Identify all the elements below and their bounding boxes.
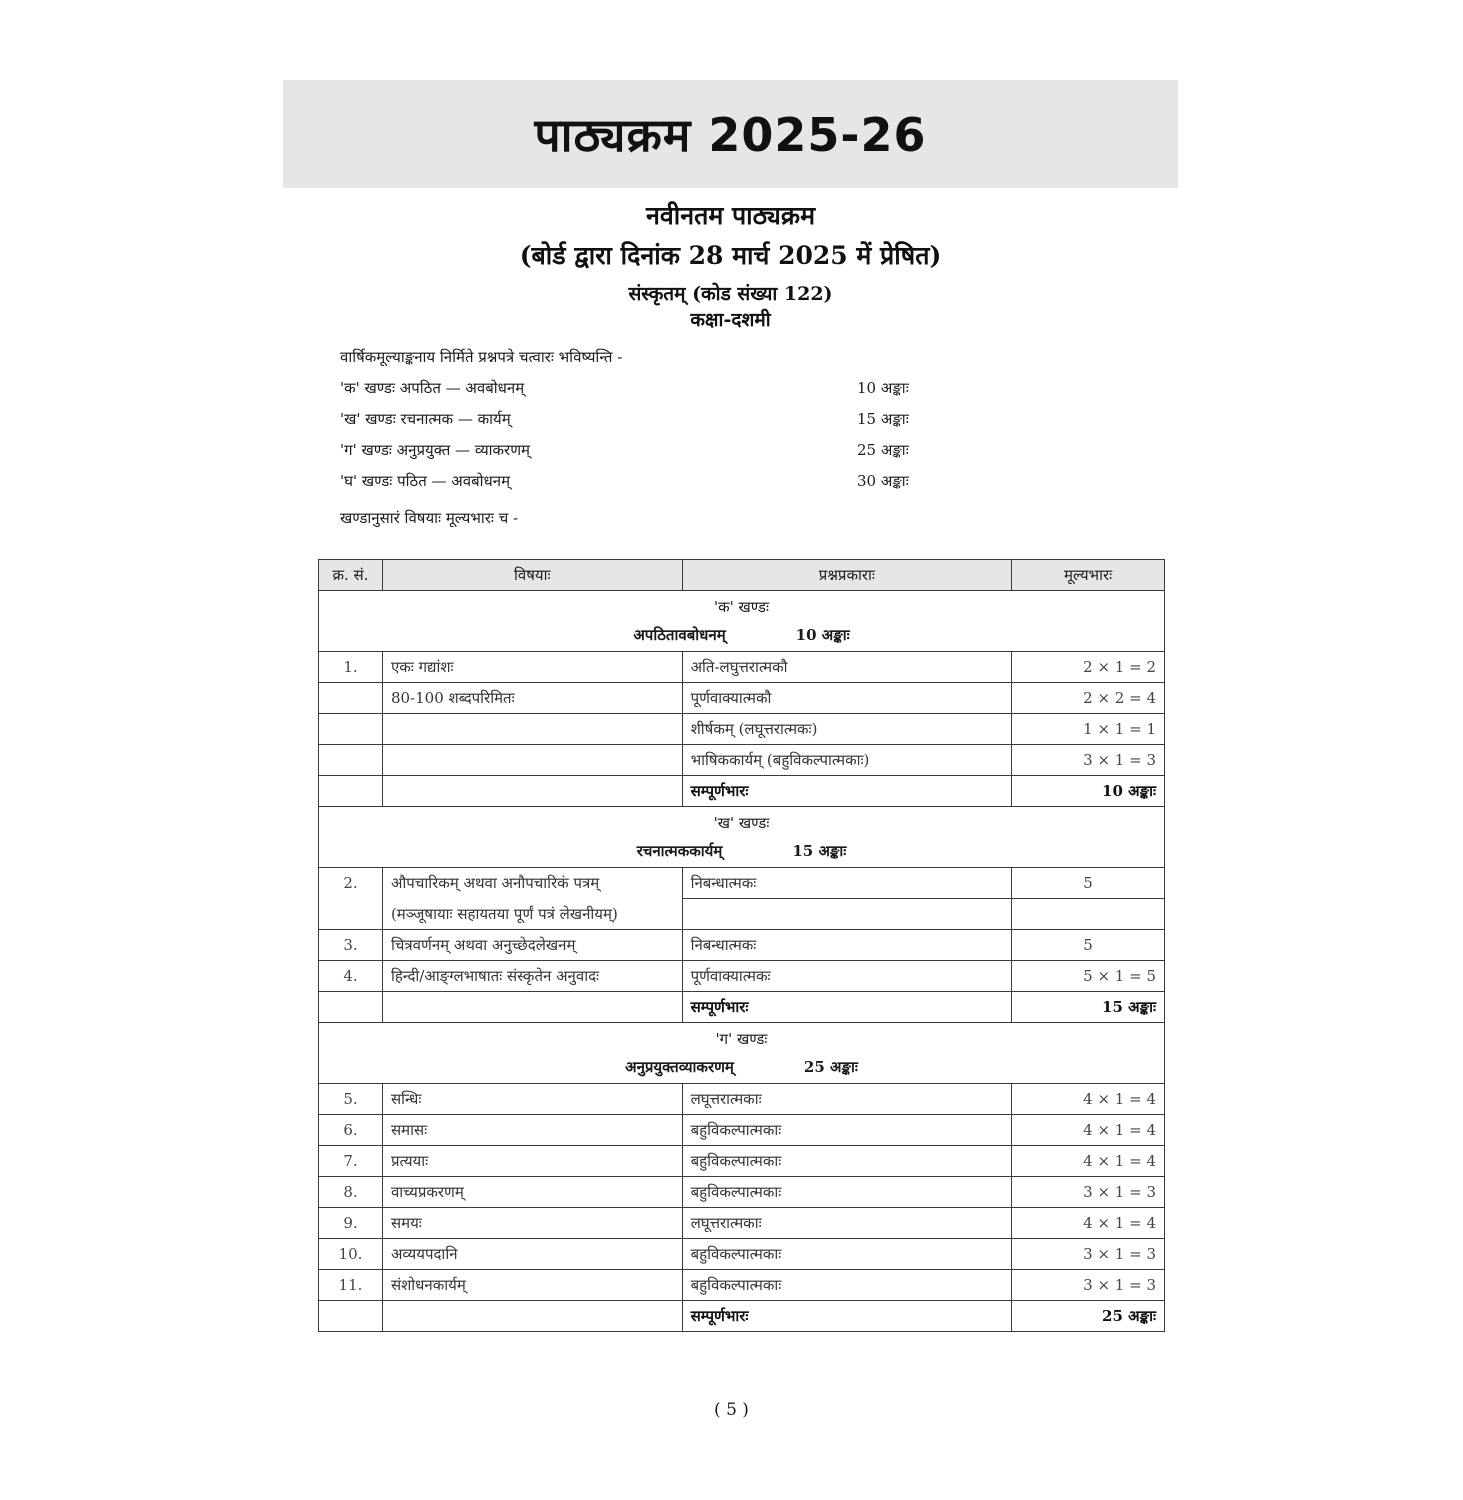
- total-label: सम्पूर्णभारः: [682, 776, 1012, 807]
- total-label: सम्पूर्णभारः: [682, 1301, 1012, 1332]
- table-header-row: [319, 560, 1165, 591]
- total-value: 10 अङ्काः: [1012, 776, 1165, 807]
- table-body: [319, 591, 1165, 1332]
- total-row: [319, 992, 1165, 1023]
- serial-cell: 2.: [319, 868, 383, 899]
- weightage-cell: 4 × 1 = 4: [1012, 1084, 1165, 1115]
- weightage-cell: 3 × 1 = 3: [1012, 1177, 1165, 1208]
- table-row: [319, 683, 1165, 714]
- empty-cell: [319, 992, 383, 1023]
- serial-cell: 5.: [319, 1084, 383, 1115]
- section-name: रचनात्मककार्यम्: [636, 842, 723, 860]
- intro-section: [340, 468, 960, 499]
- section-subtitle: [319, 837, 1164, 865]
- intro-section-label: 'ग' खण्डः अनुप्रयुक्त — व्याकरणम्: [340, 441, 531, 459]
- total-label: सम्पूर्णभारः: [682, 992, 1012, 1023]
- intro-section: [340, 375, 960, 406]
- topic-cell: 80-100 शब्दपरिमितः: [382, 683, 682, 714]
- topic-cell: प्रत्ययाः: [382, 1146, 682, 1177]
- weightage-cell: 2 × 2 = 4: [1012, 683, 1165, 714]
- intro-section-label: 'घ' खण्डः पठित — अवबोधनम्: [340, 472, 511, 490]
- total-row: [319, 776, 1165, 807]
- weightage-cell: 3 × 1 = 3: [1012, 1270, 1165, 1301]
- section-title: 'ग' खण्डः: [715, 1030, 768, 1048]
- table-row: [319, 1208, 1165, 1239]
- empty-cell: [319, 776, 383, 807]
- question-type-cell: बहुविकल्पात्मकाः: [682, 1115, 1012, 1146]
- table-row: [319, 745, 1165, 776]
- weightage-cell: 5 × 1 = 5: [1012, 961, 1165, 992]
- intro-section-label: 'क' खण्डः अपठित — अवबोधनम्: [340, 379, 525, 397]
- serial-cell: 1.: [319, 652, 383, 683]
- empty-cell: [382, 1301, 682, 1332]
- question-type-cell: शीर्षकम् (लघूत्तरात्मकः): [682, 714, 1012, 745]
- intro-section: [340, 437, 960, 468]
- serial-cell: [319, 899, 383, 930]
- serial-cell: 7.: [319, 1146, 383, 1177]
- section-heading-row: [319, 1023, 1165, 1084]
- intro-closing: खण्डानुसारं विषयाः मूल्यभारः च -: [340, 509, 519, 527]
- topic-cell: संशोधनकार्यम्: [382, 1270, 682, 1301]
- question-type-cell: बहुविकल्पात्मकाः: [682, 1270, 1012, 1301]
- topic-cell: हिन्दी/आङ्ग्लभाषातः संस्कृतेन अनुवादः: [382, 961, 682, 992]
- table-row: [319, 1270, 1165, 1301]
- serial-cell: 10.: [319, 1239, 383, 1270]
- intro-block: [340, 344, 960, 536]
- question-type-cell: अति-लघुत्तरात्मकौ: [682, 652, 1012, 683]
- issue-note: (बोर्ड द्वारा दिनांक 28 मार्च 2025 में प्रेषित): [519, 241, 942, 270]
- table-row: [319, 899, 1165, 930]
- question-type-cell: लघूत्तरात्मकाः: [682, 1084, 1012, 1115]
- table-row: [319, 1146, 1165, 1177]
- section-title: 'ख' खण्डः: [713, 814, 770, 832]
- intro-lead: वार्षिकमूल्याङ्कनाय निर्मिते प्रश्नपत्रे चत्वारः भविष्यन्ति -: [340, 348, 623, 366]
- subtitle: नवीनतम पाठ्यक्रम: [645, 201, 816, 230]
- question-type-cell: पूर्णवाक्यात्मकौ: [682, 683, 1012, 714]
- class-heading: कक्षा-दशमी: [690, 309, 771, 331]
- question-type-cell: [682, 899, 1012, 930]
- topic-cell: वाच्यप्रकरणम्: [382, 1177, 682, 1208]
- serial-cell: 3.: [319, 930, 383, 961]
- topic-cell: [382, 714, 682, 745]
- table-row: [319, 1177, 1165, 1208]
- title-band: [283, 80, 1178, 188]
- total-value: 15 अङ्काः: [1012, 992, 1165, 1023]
- section-title: 'क' खण्डः: [714, 598, 769, 616]
- serial-cell: 11.: [319, 1270, 383, 1301]
- table-row: [319, 1115, 1165, 1146]
- weightage-cell: [1012, 899, 1165, 930]
- weightage-cell: 4 × 1 = 4: [1012, 1208, 1165, 1239]
- weightage-cell: 1 × 1 = 1: [1012, 714, 1165, 745]
- weightage-cell: 4 × 1 = 4: [1012, 1146, 1165, 1177]
- topic-cell: (मञ्जूषायाः सहायतया पूर्णं पत्रं लेखनीयम्): [382, 899, 682, 930]
- question-type-cell: पूर्णवाक्यात्मकः: [682, 961, 1012, 992]
- intro-section-marks: 10 अङ्काः: [857, 379, 909, 397]
- header-weightage: मूल्यभारः: [1012, 560, 1165, 591]
- serial-cell: 9.: [319, 1208, 383, 1239]
- syllabus-table: [318, 559, 1165, 1332]
- table-row: [319, 930, 1165, 961]
- topic-cell: सन्धिः: [382, 1084, 682, 1115]
- intro-section-marks: 30 अङ्काः: [857, 472, 909, 490]
- serial-cell: 8.: [319, 1177, 383, 1208]
- table-row: [319, 652, 1165, 683]
- section-heading-cell: [319, 1023, 1165, 1084]
- weightage-cell: 3 × 1 = 3: [1012, 745, 1165, 776]
- page-number: ( 5 ): [714, 1400, 749, 1420]
- serial-cell: [319, 714, 383, 745]
- intro-section-marks: 15 अङ्काः: [857, 410, 909, 428]
- table-row: [319, 1239, 1165, 1270]
- section-marks: 15 अङ्काः: [792, 842, 847, 860]
- total-row: [319, 1301, 1165, 1332]
- table-row: [319, 1084, 1165, 1115]
- section-name: अनुप्रयुक्तव्याकरणम्: [625, 1058, 734, 1076]
- section-heading-row: [319, 591, 1165, 652]
- header-topic: विषयाः: [382, 560, 682, 591]
- subject-heading: संस्कृतम् (कोड संख्या 122): [628, 283, 833, 305]
- weightage-cell: 3 × 1 = 3: [1012, 1239, 1165, 1270]
- total-value: 25 अङ्काः: [1012, 1301, 1165, 1332]
- serial-cell: [319, 745, 383, 776]
- weightage-cell: 5: [1012, 930, 1165, 961]
- page-title: पाठ्यक्रम 2025-26: [534, 108, 927, 162]
- question-type-cell: निबन्धात्मकः: [682, 930, 1012, 961]
- intro-section-label: 'ख' खण्डः रचनात्मक — कार्यम्: [340, 410, 511, 428]
- weightage-cell: 5: [1012, 868, 1165, 899]
- question-type-cell: बहुविकल्पात्मकाः: [682, 1146, 1012, 1177]
- empty-cell: [382, 992, 682, 1023]
- topic-cell: समासः: [382, 1115, 682, 1146]
- table-row: [319, 714, 1165, 745]
- topic-cell: समयः: [382, 1208, 682, 1239]
- empty-cell: [319, 1301, 383, 1332]
- section-name: अपठितावबोधनम्: [633, 626, 726, 644]
- question-type-cell: निबन्धात्मकः: [682, 868, 1012, 899]
- table-row: [319, 868, 1165, 899]
- header-question-type: प्रश्नप्रकाराः: [682, 560, 1012, 591]
- section-heading-row: [319, 807, 1165, 868]
- serial-cell: [319, 683, 383, 714]
- section-marks: 25 अङ्काः: [803, 1058, 858, 1076]
- weightage-cell: 2 × 1 = 2: [1012, 652, 1165, 683]
- topic-cell: अव्ययपदानि: [382, 1239, 682, 1270]
- topic-cell: औपचारिकम् अथवा अनौपचारिकं पत्रम्: [382, 868, 682, 899]
- question-type-cell: बहुविकल्पात्मकाः: [682, 1239, 1012, 1270]
- intro-section: [340, 406, 960, 437]
- topic-cell: [382, 745, 682, 776]
- table-row: [319, 961, 1165, 992]
- question-type-cell: लघूत्तरात्मकाः: [682, 1208, 1012, 1239]
- section-heading-cell: [319, 807, 1165, 868]
- section-marks: 10 अङ्काः: [795, 626, 850, 644]
- section-subtitle: [319, 1053, 1164, 1081]
- question-type-cell: बहुविकल्पात्मकाः: [682, 1177, 1012, 1208]
- intro-section-marks: 25 अङ्काः: [857, 441, 909, 459]
- weightage-cell: 4 × 1 = 4: [1012, 1115, 1165, 1146]
- section-heading-cell: [319, 591, 1165, 652]
- serial-cell: 4.: [319, 961, 383, 992]
- question-type-cell: भाषिककार्यम् (बहुविकल्पात्मकाः): [682, 745, 1012, 776]
- topic-cell: एकः गद्यांशः: [382, 652, 682, 683]
- serial-cell: 6.: [319, 1115, 383, 1146]
- empty-cell: [382, 776, 682, 807]
- topic-cell: चित्रवर्णनम् अथवा अनुच्छेदलेखनम्: [382, 930, 682, 961]
- section-subtitle: [319, 621, 1164, 649]
- header-serial: क्र. सं.: [319, 560, 383, 591]
